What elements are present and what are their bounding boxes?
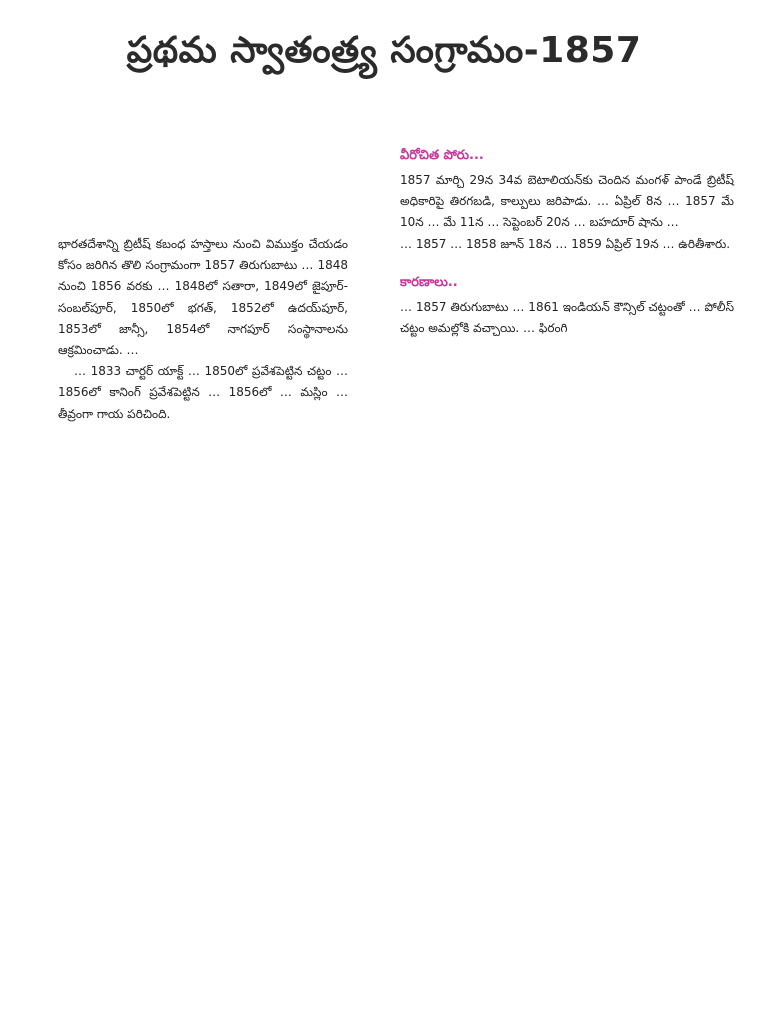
right-paragraph-3: … 1857 తిరుగుబాటు … 1861 ఇండియన్ కౌన్సిల్ చట్టంతో … పోలీస్ చట్టం అమల్లోకి వచ్చాయి. … ఫిరంగి [400,299,734,336]
left-column [58,234,348,425]
right-paragraph-2: … 1857 … 1858 జూన్ 18న … 1859 ఏప్రిల్ 19న … ఉరితీశారు. [400,236,731,251]
left-paragraph-2: … 1833 చార్టర్ యాక్ట్ … 1850లో ప్రవేశపెట్టిన చట్టం … 1856లో కానింగ్ ప్రవేశపెట్టిన … 1856లో … మస్లిం … తీవ్రంగా గాయ పరిచింది. [58,364,348,421]
section-heading-heroic-fight: వీరోచిత పోరు... [400,148,484,163]
left-paragraph-1: భారతదేశాన్ని బ్రిటీష్ కబంధ హస్తాలు నుంచి విముక్తం చేయడం కోసం జరిగిన తొలి సంగ్రామంగా 1857 తిరుగుబాటు … 1848 నుంచి 1856 వరకు … 1848లో సతారా, 1849లో జైపూర్-సంబల్‌పూర్, 1850లో భగత్, 1852లో ఉదయ్‌పూర్, 1853లో జాన్సీ, 1854లో నాగపూర్ సంస్థానాలను ఆక్రమించాడు. … [58,237,348,358]
right-column [400,146,734,339]
section-heading-causes: కారణాలు.. [400,274,458,290]
right-paragraph-1: 1857 మార్చి 29న 34వ బెటాలియన్‌కు చెందిన మంగళ్ పాండే బ్రిటీష్ అధికారిపై తిరగబడి, కాల్పులు జరిపాడు. … ఏప్రిల్ 8న … 1857 మే 10న … మే 11న … సెప్టెంబర్ 20న … బహదూర్ షాను … [400,173,734,230]
page-title: ప్రథమ స్వాతంత్ర్య సంగ్రామం-1857 [126,30,642,71]
